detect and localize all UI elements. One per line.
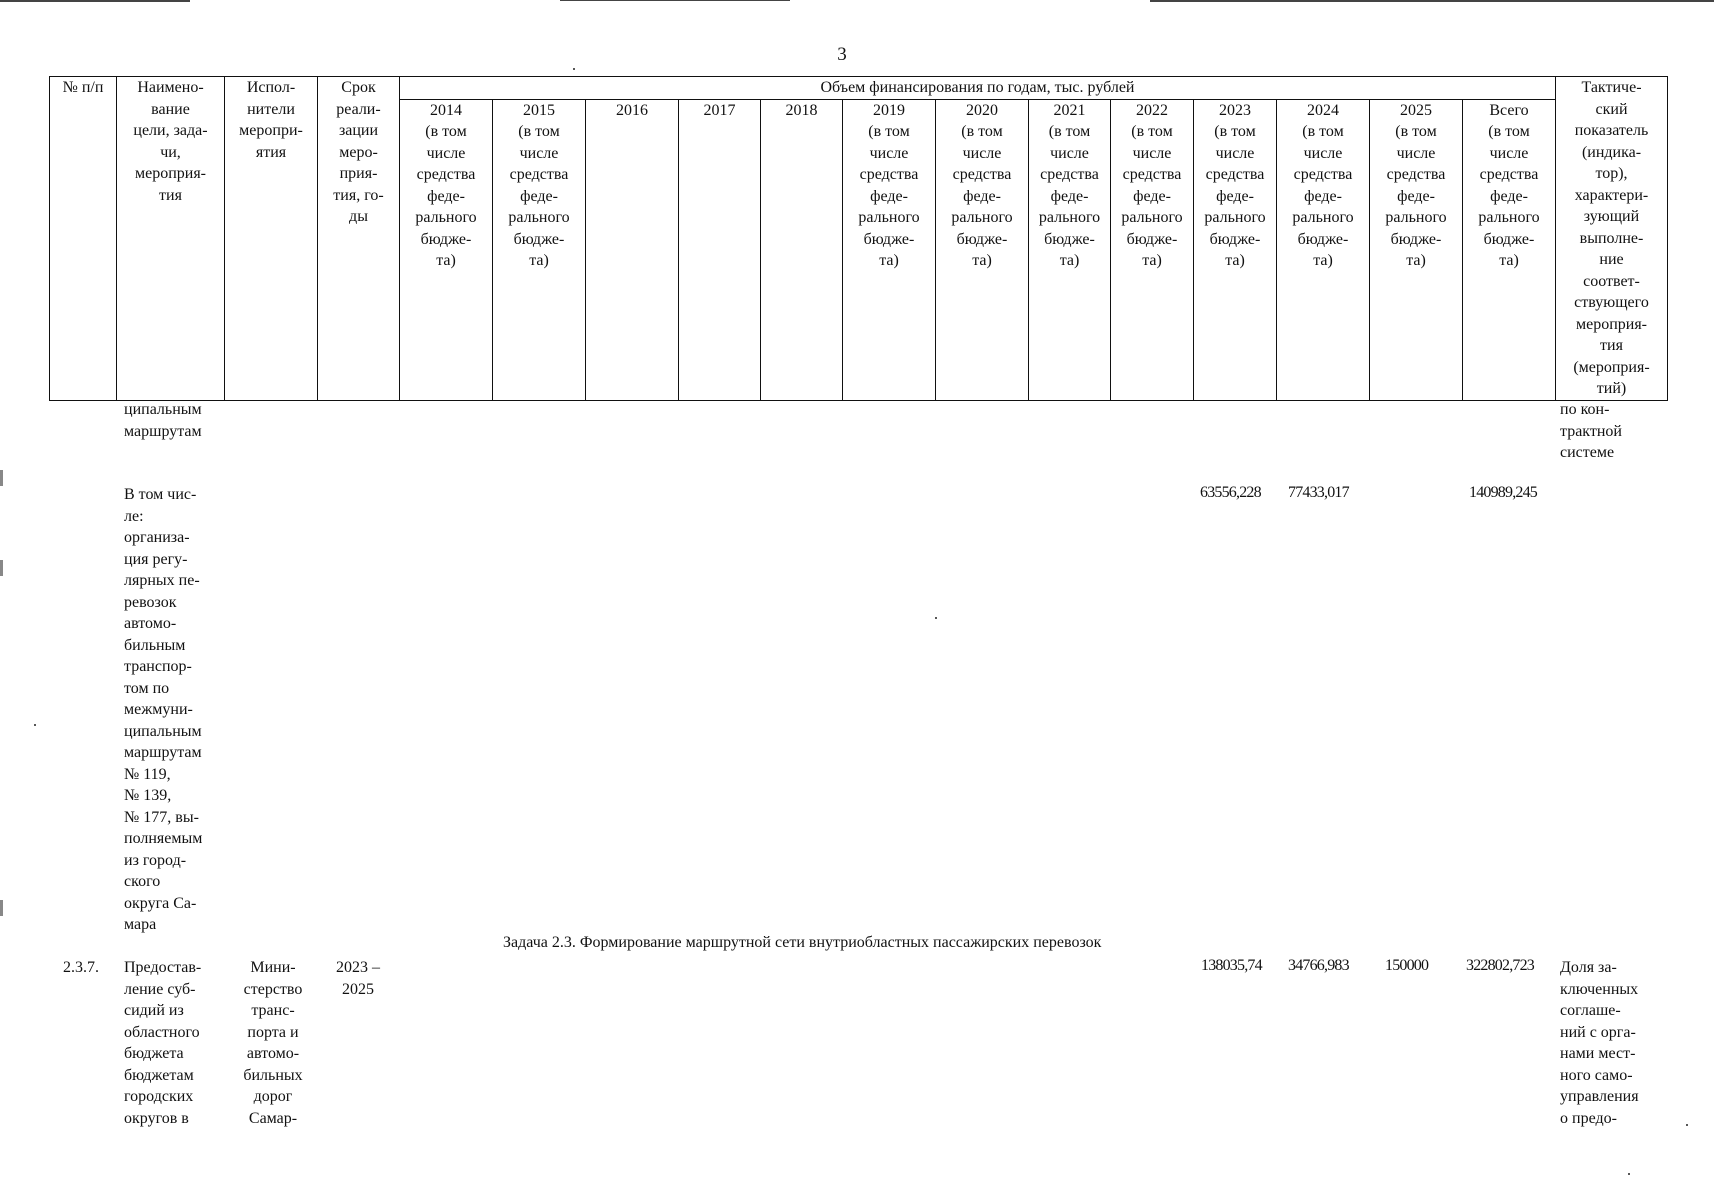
subrow-value-2024: 77433,017 [1288, 484, 1349, 501]
scan-speck [1686, 1124, 1688, 1126]
task-title: Задача 2.3. Формирование маршрутной сети внутриобластных пассажирских перевозок [503, 934, 1102, 951]
scan-edge-mark [0, 560, 3, 576]
col-header-year-2015: 2015 (в том числе средства феде- рального бюдже- та) [493, 99, 586, 400]
col-header-indicator: Тактиче- ский показатель (индика- тор), характери- зующий выполне- ние соответ- ствующего мероприя- тия (мероприя- тий) [1556, 77, 1668, 401]
row-237-number: 2.3.7. [63, 959, 99, 976]
col-header-year-2020: 2020 (в том числе средства феде- рального бюдже- та) [936, 99, 1029, 400]
row-237-value-2024: 34766,983 [1288, 957, 1349, 974]
col-header-year-2014: 2014 (в том числе средства феде- рального бюдже- та) [400, 99, 493, 400]
scan-border-top-right [1150, 0, 1714, 2]
subrow-name: В том чис- ле: организа- ция регу- лярных пе- ревозок автомо- бильным транспор- том по межмуни- ципальным маршрутам № 119, № 139, № 177, вы- полняемым из город- ского округа Са- мара [124, 486, 203, 933]
col-header-year-2016: 2016 [586, 99, 679, 400]
col-header-year-2025: 2025 (в том числе средства феде- рального бюдже- та) [1370, 99, 1463, 400]
subrow-value-total: 140989,245 [1469, 484, 1538, 501]
page-number: 3 [837, 44, 847, 65]
row-237-term: 2023 – 2025 [336, 959, 380, 998]
col-header-year-2017: 2017 [679, 99, 761, 400]
scan-speck [34, 724, 36, 726]
col-header-total: Всего (в том числе средства феде- рального бюдже- та) [1463, 99, 1556, 400]
scan-speck [1628, 1173, 1630, 1175]
row-237-executor: Мини- стерство транс- порта и автомо- бильных дорог Самар- [243, 959, 303, 1127]
col-header-term: Срок реали- зации меро- прия- тия, го- ды [318, 77, 400, 401]
continuation-indicator: по кон- трактной системе [1560, 401, 1622, 461]
col-header-year-2023: 2023 (в том числе средства феде- рального бюдже- та) [1194, 99, 1277, 400]
scan-speck [573, 68, 575, 70]
continuation-name: ципальным маршрутам [124, 401, 202, 440]
col-header-year-2022: 2022 (в том числе средства феде- рального бюдже- та) [1111, 99, 1194, 400]
col-header-funding: Объем финансирования по годам, тыс. рублей [400, 77, 1556, 100]
col-header-executors: Испол- нители меропри- ятия [225, 77, 318, 401]
subrow-value-2023: 63556,228 [1200, 484, 1261, 501]
col-header-year-2024: 2024 (в том числе средства феде- рального бюдже- та) [1277, 99, 1370, 400]
row-237-indicator: Доля за- ключенных соглаше- ний с орга- нами мест- ного само- управления о предо- [1560, 959, 1639, 1127]
scan-border-top-mid [560, 0, 790, 1]
col-header-number: № п/п [50, 77, 117, 401]
col-header-year-2018: 2018 [761, 99, 843, 400]
col-header-year-2021: 2021 (в том числе средства феде- рального бюдже- та) [1029, 99, 1111, 400]
scan-edge-mark [0, 470, 3, 486]
row-237-value-2023: 138035,74 [1201, 957, 1262, 974]
scan-border-top-left [0, 0, 190, 2]
col-header-name: Наимено- вание цели, зада- чи, мероприя- тия [117, 77, 225, 401]
row-237-value-2025: 150000 [1385, 957, 1429, 974]
scan-speck [935, 617, 937, 619]
header-table [49, 76, 1668, 401]
row-237-name: Предостав- ление суб- сидий из областного бюджета бюджетам городских округов в [124, 959, 202, 1127]
row-237-value-total: 322802,723 [1466, 957, 1535, 974]
col-header-year-2019: 2019 (в том числе средства феде- рального бюдже- та) [843, 99, 936, 400]
scan-edge-mark [0, 900, 3, 916]
